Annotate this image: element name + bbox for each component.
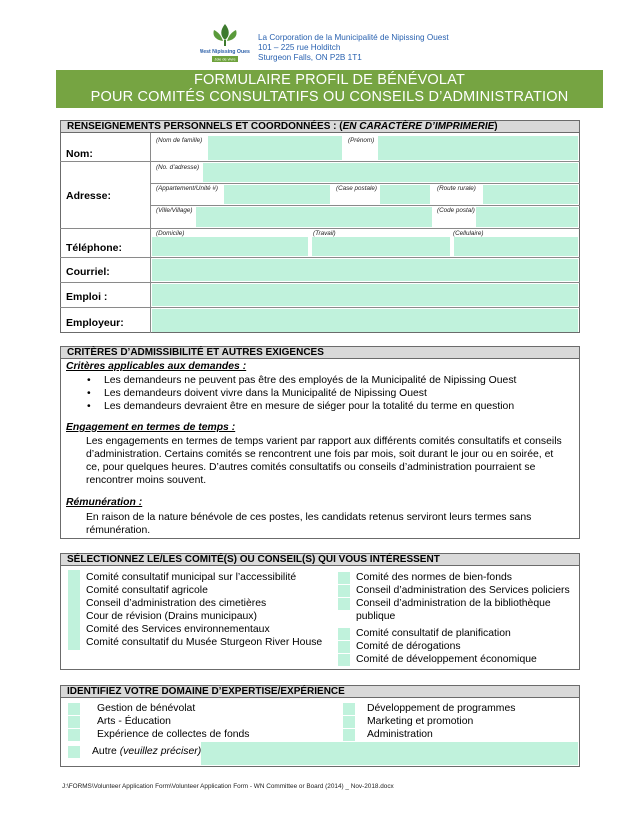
remuneration-heading: Rémunération : <box>66 497 143 508</box>
form-title-line1: FORMULAIRE PROFIL DE BÉNÉVOLAT <box>193 72 466 88</box>
expertise-checkbox-programs[interactable] <box>343 703 355 715</box>
committee-option: Comité de développement économique <box>356 654 537 665</box>
expertise-option: Développement de programmes <box>367 703 516 714</box>
time-commitment-line: d’administration. Certains comités se rencontrent une fois par mois, soit durant le jour ou en soirée, et <box>86 449 554 460</box>
expertise-other-input[interactable] <box>201 742 578 765</box>
expertise-checkbox-marketing[interactable] <box>343 716 355 728</box>
committee-option: Comité de dérogations <box>356 641 461 652</box>
work-phone-field[interactable] <box>312 237 450 256</box>
expertise-heading: IDENTIFIEZ VOTRE DOMAINE D’EXPERTISE/EXPÉRIENCE <box>61 686 579 698</box>
expertise-option: Gestion de bénévolat <box>97 703 196 714</box>
employer-field[interactable] <box>152 309 578 332</box>
address-label: Adresse: <box>66 190 111 202</box>
employer-label: Employeur: <box>66 317 124 329</box>
email-label: Courriel: <box>66 266 110 278</box>
last-name-field[interactable] <box>208 136 342 160</box>
job-field[interactable] <box>152 284 578 306</box>
committee-checkbox-environment[interactable] <box>68 624 80 636</box>
expertise-checkbox-fundraising[interactable] <box>68 729 80 741</box>
postal-code-field[interactable] <box>476 207 578 227</box>
expertise-checkbox-arts[interactable] <box>68 716 80 728</box>
name-label: Nom: <box>66 148 93 160</box>
personal-info-heading: RENSEIGNEMENTS PERSONNELS ET COORDONNÉES : (EN CARACTÈRE D’IMPRIMERIE) <box>61 121 579 133</box>
committee-option: Comité consultatif du Musée Sturgeon River House <box>86 637 323 648</box>
expertise-other-label: Autre (veuillez préciser) <box>92 746 202 757</box>
form-title-line2: POUR COMITÉS CONSULTATIFS OU CONSEILS D’ADMINISTRATION <box>90 89 569 105</box>
committee-checkbox-planning[interactable] <box>338 628 350 640</box>
org-address <box>258 33 449 63</box>
committee-checkbox-economic-dev[interactable] <box>338 654 350 666</box>
committees-heading: SÉLECTIONNEZ LE/LES COMITÉ(S) OU CONSEIL(S) QUI VOUS INTÉRESSENT <box>61 554 579 566</box>
grid-divider <box>150 133 151 333</box>
org-city: Sturgeon Falls, ON P2B 1T1 <box>258 53 362 62</box>
committee-checkbox-library[interactable] <box>338 598 350 610</box>
committee-checkbox-police[interactable] <box>338 585 350 597</box>
grid-divider <box>60 161 580 162</box>
committee-option: Cour de révision (Drains municipaux) <box>86 611 257 622</box>
expertise-option: Arts - Éducation <box>97 716 171 727</box>
grid-divider <box>60 228 580 229</box>
expertise-checkbox-other[interactable] <box>68 746 80 758</box>
committee-option: Comité consultatif municipal sur l’accessibilité <box>86 572 297 583</box>
remuneration-line: En raison de la nature bénévole de ces postes, les candidats retenus serviront leurs termes sans <box>86 512 532 523</box>
grid-divider <box>60 282 580 283</box>
criteria-bullet: • Les demandeurs devraient être en mesure de siéger pour la totalité du terme en question <box>104 401 514 414</box>
time-commitment-line: rencontrer moins souvent. <box>86 475 207 486</box>
committee-option: Conseil d’administration de la bibliothèque <box>356 598 551 609</box>
committee-option: Conseil d’administration des Services policiers <box>356 585 570 596</box>
committee-checkbox-accessibility[interactable] <box>68 572 80 584</box>
expertise-option: Marketing et promotion <box>367 716 474 727</box>
cell-phone-hint: (Cellulaire) <box>453 230 484 237</box>
postal-code-hint: (Code postal) <box>437 207 475 214</box>
time-commitment-line: Les engagements en termes de temps varient par rapport aux différents comités consultatifs et conseils <box>86 436 562 447</box>
committee-option: Comité consultatif agricole <box>86 585 208 596</box>
city-field[interactable] <box>196 207 432 227</box>
grid-divider <box>150 205 580 206</box>
home-phone-field[interactable] <box>152 237 308 256</box>
committee-option: publique <box>356 611 396 622</box>
cell-phone-field[interactable] <box>454 237 578 256</box>
municipality-logo <box>200 22 250 64</box>
criteria-applicable-heading: Critères applicables aux demandes : <box>66 361 247 372</box>
org-name: La Corporation de la Municipalité de Nipissing Ouest <box>258 33 449 42</box>
last-name-hint: (Nom de famille) <box>156 137 203 144</box>
remuneration-line: rémunération. <box>86 525 151 536</box>
expertise-checkbox-volunteer-mgmt[interactable] <box>68 703 80 715</box>
form-title-bar <box>56 70 603 108</box>
grid-divider <box>150 183 580 184</box>
rural-route-field[interactable] <box>483 185 578 204</box>
committee-option: Conseil d’administration des cimetières <box>86 598 267 609</box>
committee-option: Comité des Services environnementaux <box>86 624 270 635</box>
work-phone-hint: (Travail) <box>313 230 336 237</box>
time-commitment-line: ce, pour quelques heures. D’autres comités consultatifs ou conseils d’administration pourraient se <box>86 462 536 473</box>
criteria-heading: CRITÈRES D’ADMISSIBILITÉ ET AUTRES EXIGENCES <box>61 347 579 359</box>
address-number-hint: (No. d’adresse) <box>156 164 200 171</box>
org-street: 101 – 225 rue Holditch <box>258 43 341 52</box>
first-name-hint: (Prénom) <box>348 137 375 144</box>
time-commitment-heading: Engagement en termes de temps : <box>66 422 236 433</box>
committee-checkbox-museum[interactable] <box>68 637 80 649</box>
phone-label: Téléphone: <box>66 242 123 254</box>
committee-checkbox-agricultural[interactable] <box>68 585 80 597</box>
first-name-field[interactable] <box>378 136 578 160</box>
home-phone-hint: (Domicile) <box>156 230 185 237</box>
grid-divider <box>60 257 580 258</box>
apartment-hint: (Appartement/Unité #) <box>156 185 218 192</box>
po-box-field[interactable] <box>380 185 430 204</box>
logo-tagline: Joie de vivre <box>214 57 236 62</box>
expertise-option: Expérience de collectes de fonds <box>97 729 250 740</box>
grid-divider <box>60 307 580 308</box>
criteria-bullet: • Les demandeurs ne peuvent pas être des employés de la Municipalité de Nipissing Ouest <box>104 375 516 388</box>
rural-route-hint: (Route rurale) <box>437 185 476 192</box>
po-box-hint: (Case postale) <box>336 185 377 192</box>
address-number-field[interactable] <box>203 163 578 182</box>
city-hint: (Ville/Village) <box>156 207 193 214</box>
job-label: Emploi : <box>66 291 108 303</box>
expertise-option: Administration <box>367 729 433 740</box>
committee-checkbox-cemeteries[interactable] <box>68 598 80 610</box>
committee-checkbox-variances[interactable] <box>338 641 350 653</box>
criteria-bullet: • Les demandeurs doivent vivre dans la Municipalité de Nipissing Ouest <box>104 388 427 401</box>
expertise-checkbox-administration[interactable] <box>343 729 355 741</box>
logo-wordmark: West Nipissing Ouest <box>200 49 250 55</box>
committee-option: Comité consultatif de planification <box>356 628 511 639</box>
committee-checkbox-drains[interactable] <box>68 611 80 623</box>
committee-option: Comité des normes de bien-fonds <box>356 572 512 583</box>
email-field[interactable] <box>152 259 578 281</box>
document-path-footer: J:\FORMS\Volunteer Application Form\Volunteer Application Form - WN Committee or Board (2014) _ Nov-2018.docx <box>62 783 394 790</box>
committee-checkbox-property-standards[interactable] <box>338 572 350 584</box>
apartment-field[interactable] <box>224 185 330 204</box>
